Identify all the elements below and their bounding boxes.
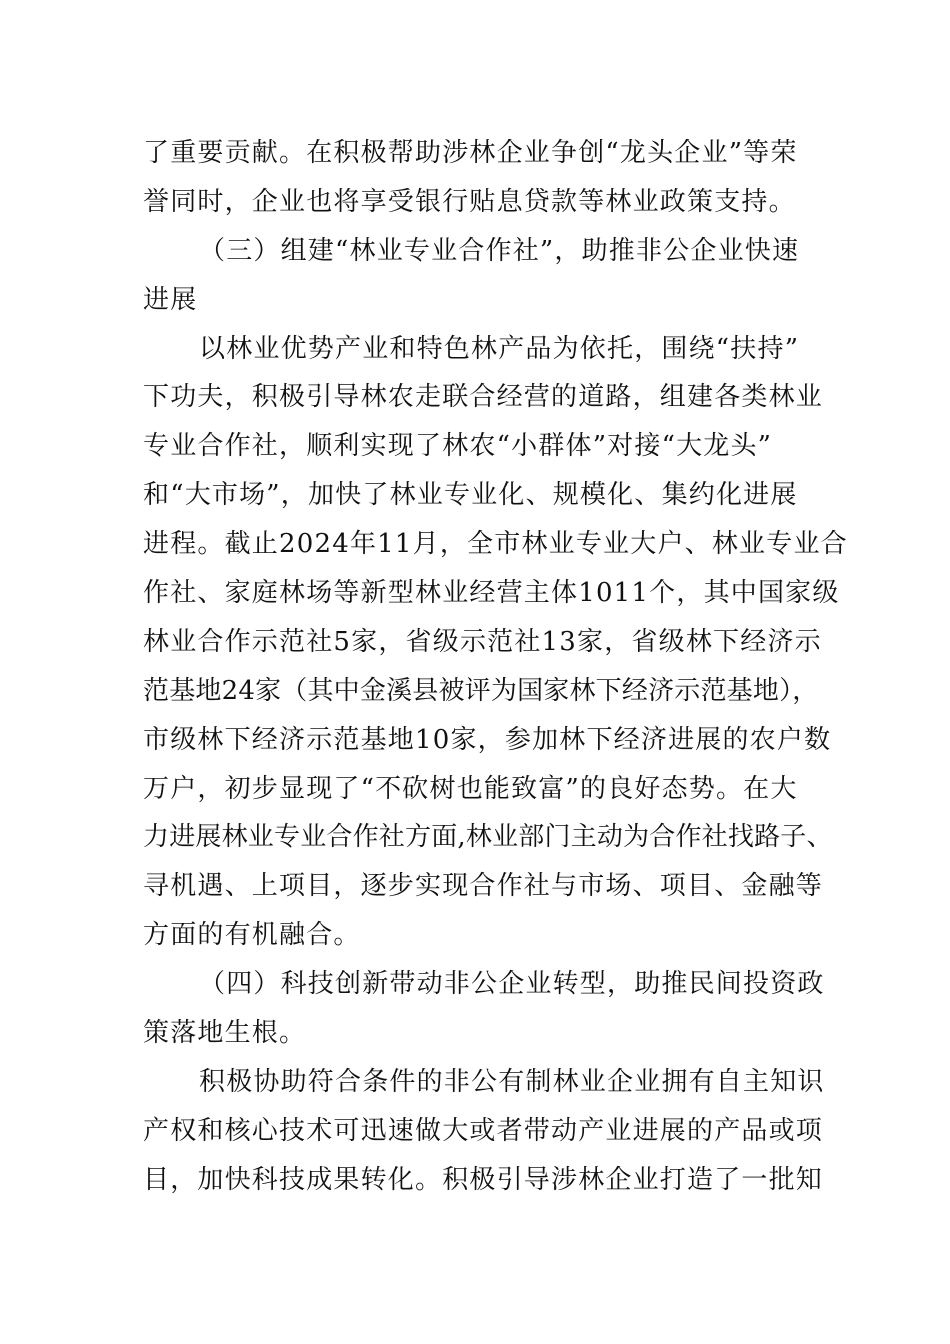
text-line-8: 和“大市场”，加快了林业专业化、规模化、集约化进展 [143,480,798,511]
paragraph-start: 以林业优势产业和特色林产品为依托，围绕“扶持” [199,333,800,364]
paragraph-start-2: 积极协助符合条件的非公有制林业企业拥有自主知识 [199,1066,825,1097]
text-line-10: 作社、家庭林场等新型林业经营主体1011个，其中国家级 [143,578,840,609]
text-line-16: 寻机遇、上项目，逐步实现合作社与市场、项目、金融等 [143,871,824,902]
section-heading-4-continued: 策落地生根。 [143,1018,307,1049]
text-line-12: 范基地24家（其中金溪县被评为国家林下经济示范基地）， [143,675,819,706]
text-line-1: 了重要贡献。在积极帮助涉林企业争创“龙头企业”等荣 [143,138,798,168]
section-heading-3-continued: 进展 [143,284,198,315]
text-line-6: 下功夫，积极引导林农走联合经营的道路，组建各类林业 [143,382,824,413]
text-line-17: 方面的有机融合。 [143,920,361,951]
text-line-22: 目，加快科技成果转化。积极引导涉林企业打造了一批知 [143,1164,824,1195]
section-heading-3: （三）组建“林业专业合作社”，助推非公企业快速 [199,235,800,266]
section-heading-4: （四）科技创新带动非公企业转型，助推民间投资政 [199,969,825,1000]
text-line-9: 进程。截止2024年11月，全市林业专业大户、林业专业合 [143,529,848,560]
text-line-11: 林业合作示范社5家，省级示范社13家，省级林下经济示 [143,626,822,657]
text-line-7: 专业合作社，顺利实现了林农“小群体”对接“大龙头” [143,431,773,462]
text-line-21: 产权和核心技术可迅速做大或者带动产业进展的产品或项 [143,1115,824,1146]
text-line-14: 万户，初步显现了“不砍树也能致富”的良好态势。在大 [143,773,798,804]
document-body [143,129,848,1205]
text-line-15: 力进展林业专业合作社方面,林业部门主动为合作社找路子、 [143,822,833,853]
text-line-2: 誉同时，企业也将享受银行贴息贷款等林业政策支持。 [143,186,796,217]
text-line-13: 市级林下经济示范基地10家，参加林下经济进展的农户数 [143,724,832,755]
